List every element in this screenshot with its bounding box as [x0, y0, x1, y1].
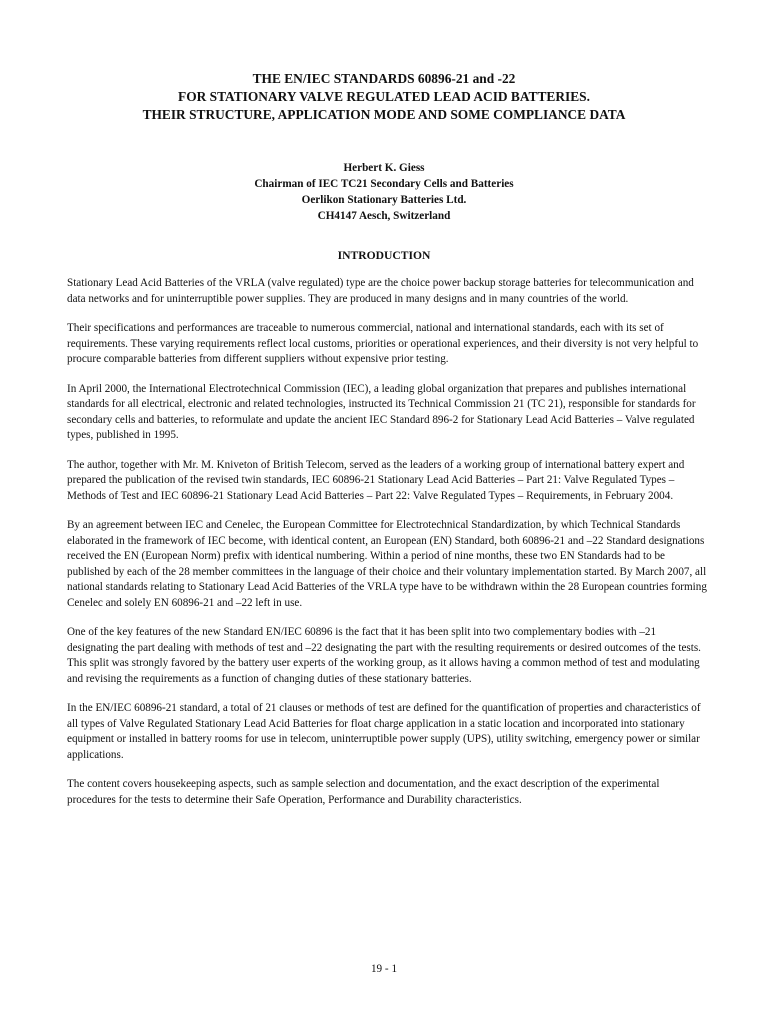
title-line-3: THEIR STRUCTURE, APPLICATION MODE AND SOME COMPLIANCE DATA	[142, 107, 626, 122]
paragraph: In the EN/IEC 60896-21 standard, a total of 21 clauses or methods of test are defined for the quantification of properties and characteristics of all types of Valve Regulated Stationary Lead Acid Batteries for float charge application in a static location and incorporated into stationary equipment or installed in battery rooms for use in telecom, uninterruptible power supply (UPS), utility switching, emergency power or similar applications.	[67, 702, 701, 761]
author-position: Chairman of IEC TC21 Secondary Cells and Batteries	[254, 178, 514, 190]
title-line-2: FOR STATIONARY VALVE REGULATED LEAD ACID BATTERIES.	[178, 89, 590, 104]
paragraph: The content covers housekeeping aspects, such as sample selection and documentation, and the exact description of the experimental procedures for the tests to determine their Safe Operation, Performance and Durability characteristics.	[67, 778, 660, 806]
author-address: CH4147 Aesch, Switzerland	[317, 210, 451, 222]
page-number: 19 - 1	[370, 963, 398, 975]
paragraph: In April 2000, the International Electrotechnical Commission (IEC), a leading global organization that prepares and publishes international standards for all electrical, electronic and related technologies, instructed its Technical Commission 21 (TC 21), responsible for standards for secondary cells and batteries, to reformulate and update the ancient IEC Standard 896-2 for Stationary Lead Acid Batteries – Valve regulated types, published in 1995.	[67, 382, 696, 441]
paragraph: One of the key features of the new Standard EN/IEC 60896 is the fact that it has been split into two complementary bodies with –21 designating the part dealing with methods of test and –22 designating the part with the resulting requirements or desired outcomes of the tests. This split was strongly favored by the battery user experts of the working group, as it allows having a common method of test and modulating and revising the requirements as a function of changing duties of these stationary batteries.	[67, 626, 701, 685]
author-company: Oerlikon Stationary Batteries Ltd.	[301, 194, 467, 206]
title-line-1: THE EN/IEC STANDARDS 60896-21 and -22	[252, 71, 516, 86]
author-block	[40, 160, 728, 224]
paragraph: By an agreement between IEC and Cenelec, the European Committee for Electrotechnical Standardization, by which Technical Standards elaborated in the framework of IEC become, with identical content, an European (EN) Standard, both 60896-21 and –22 Standard designations received the EN (European Norm) prefix with identical numbering. Within a period of nine months, these two EN Standards had to be published by each of the 28 member committees in the language of their choice and their voluntary implementation started. By March 2007, all national standards relating to Stationary Lead Acid Batteries of the VRLA type have to be withdrawn within the 28 European countries forming Cenelec and solely EN 60896-21 and –22 left in use.	[67, 519, 707, 609]
paper-title	[40, 70, 728, 124]
body-text	[67, 276, 707, 822]
paragraph: Their specifications and performances are traceable to numerous commercial, national and international standards, each with its set of requirements. These varying requirements reflect local customs, priorities or operational experiences, and their diversity is not very helpful to procure comparable batteries from different suppliers without expensive prior testing.	[67, 322, 699, 365]
author-name: Herbert K. Giess	[343, 162, 425, 174]
section-heading-introduction: INTRODUCTION	[337, 249, 431, 262]
paragraph: The author, together with Mr. M. Kniveton of British Telecom, served as the leaders of a working group of international battery expert and prepared the publication of the revised twin standards, IEC 60896-21 Stationary Lead Acid Batteries – Part 21: Valve Regulated Types – Methods of Test and IEC 60896-21 Stationary Lead Acid Batteries – Part 22: Valve Regulated Types – Requirements, in February 2004.	[67, 458, 685, 502]
paragraph: Stationary Lead Acid Batteries of the VRLA (valve regulated) type are the choice power backup storage batteries for telecommunication and data networks and for uninterruptible power supplies. They are produced in many designs and in many countries of the world.	[67, 277, 694, 305]
